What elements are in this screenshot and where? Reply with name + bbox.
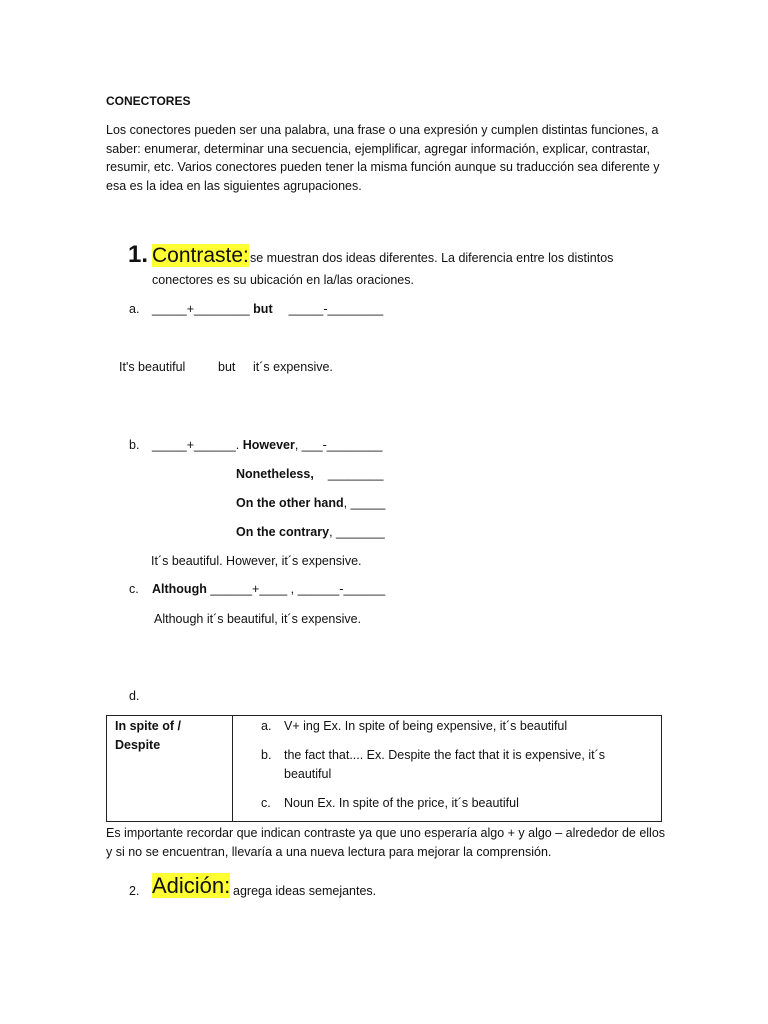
item-d-marker: d. [129, 689, 140, 703]
item-b-alt1-connector: Nonetheless, [236, 467, 314, 481]
section-1-heading [152, 243, 249, 269]
table-left-cell [107, 716, 233, 822]
section-2-number: 2. [129, 884, 140, 898]
table-right-cell [233, 716, 662, 822]
section-2-description: agrega ideas semejantes. [233, 884, 377, 898]
item-a-pattern [152, 302, 383, 316]
item-b-example: It´s beautiful. However, it´s expensive. [151, 554, 362, 568]
closing-paragraph: Es importante recordar que indican contraste ya que uno esperaría algo + y algo – alrededor de ellos y si no se encuentran, llevaría a una nueva lectura para mejorar la comprensión. [106, 826, 666, 859]
item-c-marker: c. [129, 582, 139, 596]
table-left-line1: In spite of / [115, 719, 181, 733]
item-c-connector: Although [152, 582, 207, 596]
intro-paragraph: Los conectores pueden ser una palabra, una frase o una expresión y cumplen distintas funciones, a saber: enumerar, determinar una secuencia, ejemplificar, agregar información, explicar, contrastar, resumir, etc. Varios conectores pueden tener la misma función aunque su traducción sea diferente y esa es la idea en las siguientes agrupaciones. [106, 123, 660, 193]
item-b-alt3-connector: On the contrary [236, 525, 330, 539]
item-a-marker: a. [129, 302, 140, 316]
table-row-text: V+ ing Ex. In spite of being expensive, it´s beautiful [284, 719, 568, 733]
item-b-pattern [152, 438, 382, 452]
item-b-alt2 [236, 496, 385, 510]
item-b-blank2: , ___-________ [294, 438, 383, 452]
table-row-text: Noun Ex. In spite of the price, it´s beautiful [284, 796, 519, 810]
item-b-alt2-blank: , _____ [343, 496, 386, 510]
item-b-alt3 [236, 525, 385, 539]
section-1-description-line1: se muestran dos ideas diferentes. La diferencia entre los distintos [250, 251, 614, 265]
item-c-blank: ______+____ , ______-______ [210, 582, 386, 596]
table-row-marker: b. [261, 748, 272, 762]
item-b-marker: b. [129, 438, 140, 452]
section-1-heading-colon: : [243, 244, 249, 267]
item-b-alt1 [236, 467, 383, 481]
section-2-heading [152, 872, 230, 900]
table-row-marker: a. [261, 719, 272, 733]
item-b-blank1: _____+______. [152, 438, 240, 452]
section-2-heading-text: Adición [152, 873, 225, 898]
table-row-text: the fact that.... Ex. Despite the fact that it is expensive, it´s [284, 748, 605, 762]
table-row-text-continued: beautiful [284, 767, 332, 781]
item-a-example-part2: but [218, 360, 236, 374]
item-c-example: Although it´s beautiful, it´s expensive. [154, 612, 362, 626]
item-b-connector: However [242, 438, 295, 452]
section-1-number: 1. [128, 241, 149, 268]
section-1-heading-text: Contraste [152, 244, 244, 267]
item-a-blank2: _____-________ [288, 302, 384, 316]
table-left-line2: Despite [115, 738, 161, 752]
table-row-marker: c. [261, 796, 271, 810]
section-1-description-line2: conectores es su ubicación en la/las oraciones. [152, 273, 414, 287]
item-a-example-part1: It's beautiful [119, 360, 186, 374]
item-a-example-part3: it´s expensive. [253, 360, 333, 374]
item-a-blank1: _____+________ [152, 302, 250, 316]
despite-table [106, 715, 662, 822]
section-2-heading-colon: : [224, 873, 231, 898]
item-b-alt1-blank: ________ [327, 467, 384, 481]
item-c-pattern [152, 582, 385, 596]
document-title: CONECTORES [106, 94, 191, 108]
item-a-connector: but [253, 302, 273, 316]
item-b-alt2-connector: On the other hand [236, 496, 344, 510]
item-b-alt3-blank: , _______ [329, 525, 385, 539]
